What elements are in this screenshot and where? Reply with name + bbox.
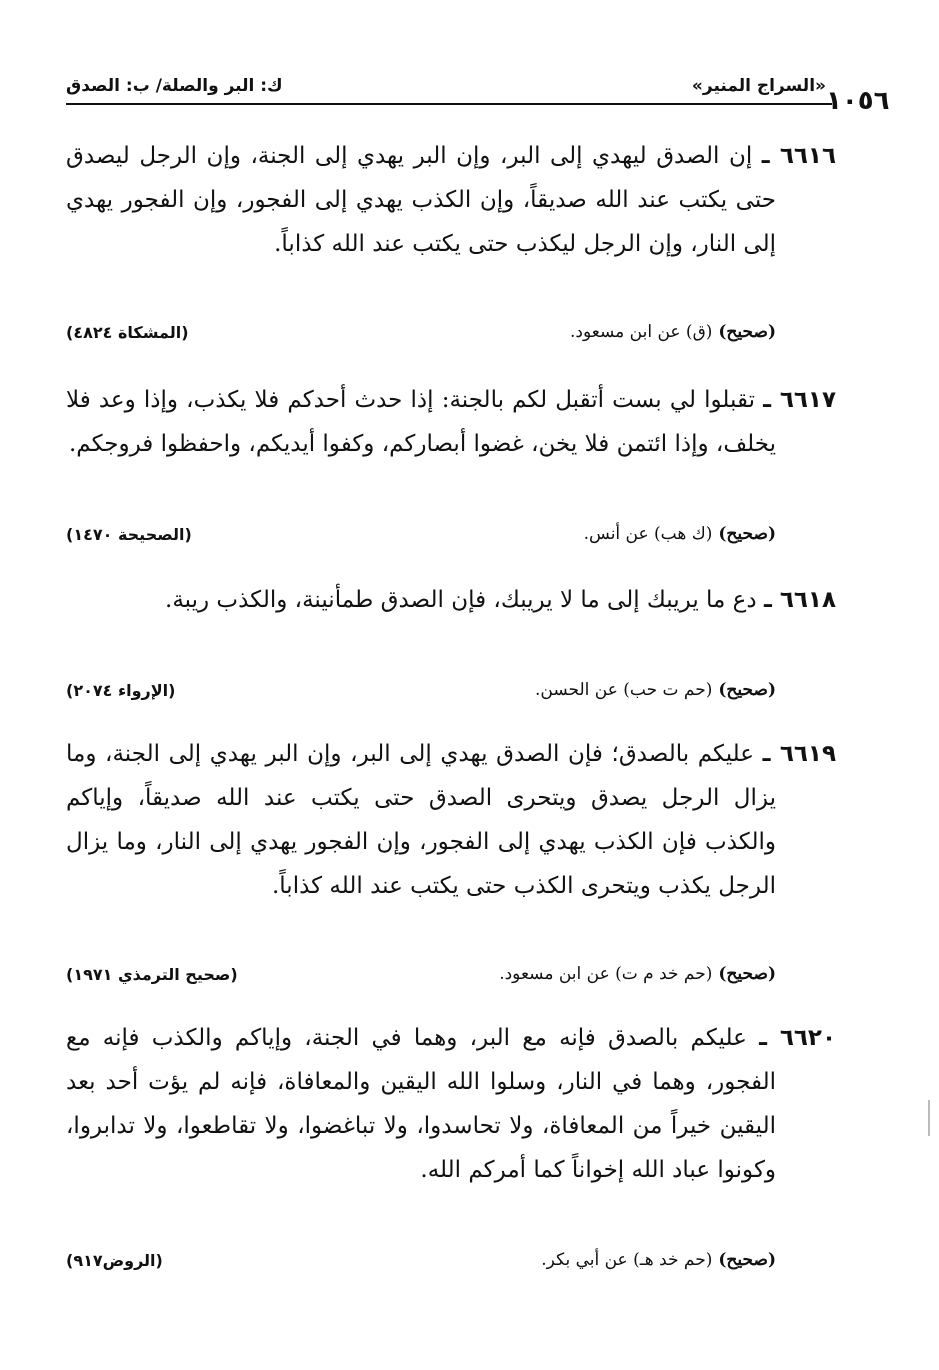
hadith-number: ٦٦١٩ ـ bbox=[762, 741, 836, 767]
scan-artifact bbox=[928, 1100, 930, 1136]
source-attribution: (حم خد م ت) عن ابن مسعود. bbox=[499, 964, 713, 984]
source-attribution: (ق) عن ابن مسعود. bbox=[570, 322, 713, 342]
grade-label: (صحيح) bbox=[718, 1250, 776, 1270]
reference-citation: (المشكاة ٤٨٢٤) bbox=[66, 322, 189, 342]
hadith-entry bbox=[66, 578, 836, 622]
grade-label: (صحيح) bbox=[718, 964, 776, 984]
book-title: «السراج المنير» bbox=[691, 76, 826, 96]
grading-line bbox=[66, 1250, 776, 1270]
grade-label: (صحيح) bbox=[718, 322, 776, 342]
hadith-entry bbox=[66, 134, 836, 266]
source-attribution: (ك هب) عن أنس. bbox=[583, 524, 713, 544]
page-number: ١٠٥٦ bbox=[826, 86, 890, 116]
grading-line bbox=[66, 964, 776, 984]
hadith-text: عليكم بالصدق؛ فإن الصدق يهدي إلى البر، وإن البر يهدي إلى الجنة، وما يزال الرجل يصدق ويتحرى الصدق حتى يكتب عند الله صديقاً، وإياكم والكذب فإن الكذب يهدي إلى الفجور، وإن الفجور يهدي إلى النار، وما يزال الرجل يكذب ويتحرى الكذب حتى يكتب عند الله كذاباً. bbox=[66, 741, 776, 899]
hadith-entry bbox=[66, 1016, 836, 1192]
grading-line bbox=[66, 322, 776, 342]
hadith-text: دع ما يريبك إلى ما لا يريبك، فإن الصدق طمأنينة، والكذب ريبة. bbox=[165, 587, 757, 613]
hadith-entry bbox=[66, 732, 836, 908]
hadith-entry bbox=[66, 378, 836, 466]
reference-citation: (صحيح الترمذي ١٩٧١) bbox=[66, 964, 238, 984]
hadith-number: ٦٦١٧ ـ bbox=[763, 387, 836, 413]
hadith-text: عليكم بالصدق فإنه مع البر، وهما في الجنة، وإياكم والكذب فإنه مع الفجور، وهما في النار، وسلوا الله اليقين والمعافاة، فإنه لم يؤت أحد بعد اليقين خيراً من المعافاة، ولا تحاسدوا، ولا تباغضوا، ولا تقاطعوا، ولا تدابروا، وكونوا عباد الله إخواناً كما أمركم الله. bbox=[66, 1025, 776, 1183]
running-header bbox=[66, 66, 826, 96]
source-attribution: (حم ت حب) عن الحسن. bbox=[535, 680, 713, 700]
grade-label: (صحيح) bbox=[718, 524, 776, 544]
reference-citation: (الصحيحة ١٤٧٠) bbox=[66, 524, 192, 544]
reference-citation: (الإرواء ٢٠٧٤) bbox=[66, 680, 176, 700]
hadith-number: ٦٦٢٠ ـ bbox=[759, 1025, 837, 1051]
chapter-heading: ك: البر والصلة/ ب: الصدق bbox=[66, 76, 283, 96]
header-divider bbox=[66, 103, 832, 105]
source-attribution: (حم خد هـ) عن أبي بكر. bbox=[541, 1250, 713, 1270]
reference-citation: (الروض٩١٧) bbox=[66, 1250, 163, 1270]
hadith-text: إن الصدق ليهدي إلى البر، وإن البر يهدي إلى الجنة، وإن الرجل ليصدق حتى يكتب عند الله صديقاً، وإن الكذب يهدي إلى الفجور، وإن الفجور يهدي إلى النار، وإن الرجل ليكذب حتى يكتب عند الله كذاباً. bbox=[66, 143, 776, 257]
grade-label: (صحيح) bbox=[718, 680, 776, 700]
grading-line bbox=[66, 680, 776, 700]
hadith-number: ٦٦١٦ ـ bbox=[761, 143, 836, 169]
grading-line bbox=[66, 524, 776, 544]
hadith-text: تقبلوا لي بست أتقبل لكم بالجنة: إذا حدث أحدكم فلا يكذب، وإذا وعد فلا يخلف، وإذا ائتمن فلا يخن، غضوا أبصاركم، وكفوا أيديكم، واحفظوا فروجكم. bbox=[66, 387, 776, 457]
hadith-number: ٦٦١٨ ـ bbox=[763, 587, 836, 613]
